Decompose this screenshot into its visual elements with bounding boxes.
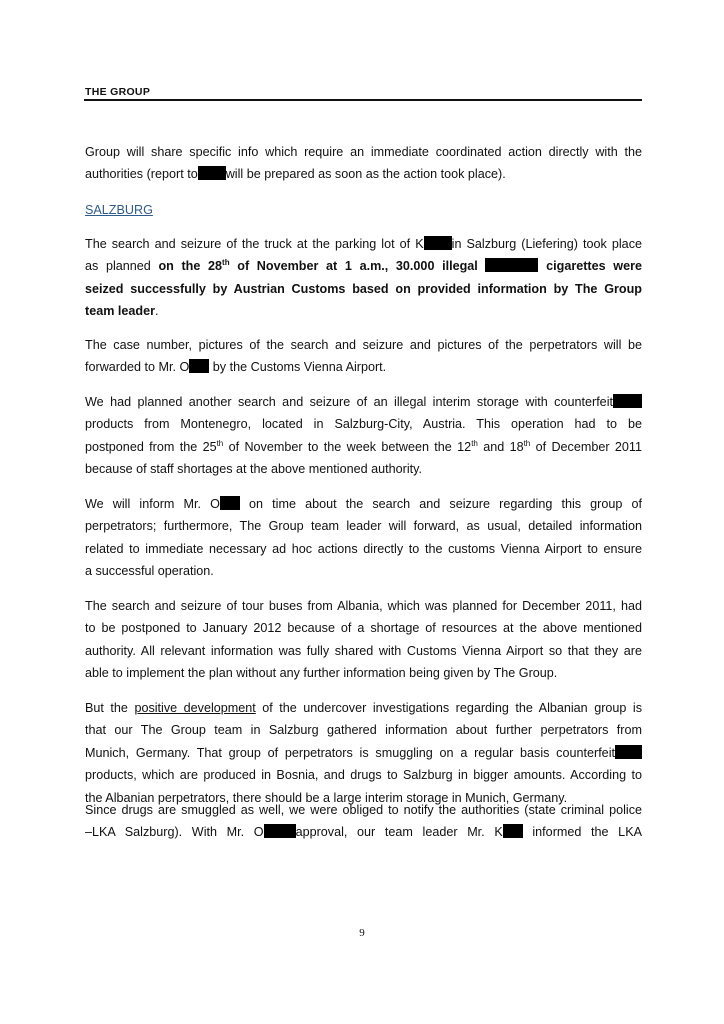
text-run: .: [155, 304, 159, 319]
text-run: We had planned another search and seizure of an illegal interim storage with counterfeit: [85, 395, 613, 409]
redaction-box: [189, 359, 209, 373]
redaction-box: [424, 236, 452, 250]
text-run: because of staff shortages at the above mentioned authority.: [85, 462, 422, 477]
text-run: The search and seizure of tour buses from Albania, which was planned for December 2011, had: [85, 599, 642, 613]
text-run: perpetrators; furthermore, The Group team leader will forward, as usual, detailed information: [85, 519, 642, 534]
text-line: [85, 620, 642, 636]
redaction-box: [264, 824, 296, 838]
text-run: We will inform Mr. O: [85, 497, 220, 511]
text-run: of December 2011: [530, 439, 642, 454]
text-run: the Albanian perpetrators, there should be a large interim storage in Munich, Germany.: [85, 790, 568, 805]
text-line: [85, 461, 642, 477]
text-run: products from Montenegro, located in Salzburg-City, Austria. This operation had to be: [85, 417, 642, 432]
text-line: [85, 144, 642, 160]
text-line: [85, 665, 642, 681]
text-line: [85, 518, 642, 534]
text-run: The search and seizure of the truck at the parking lot of K: [85, 237, 424, 251]
bold-text: of November at 1 a.m., 30.000 illegal: [229, 259, 486, 274]
text-run: of November to the week between the 12: [223, 439, 472, 454]
redaction-box: [485, 258, 538, 272]
text-run: Munich, Germany. That group of perpetrators is smuggling on a regular basis counterfeit: [85, 745, 615, 760]
text-run: on time about the search and seizure regarding this group of: [239, 497, 642, 511]
text-line: [85, 722, 642, 738]
redaction-box: [613, 394, 642, 408]
text-line: [85, 643, 642, 659]
superscript: th: [216, 438, 224, 448]
text-run: products, which are produced in Bosnia, and drugs to Salzburg in bigger amounts. According to: [85, 768, 642, 783]
text-run: informed the LKA: [522, 825, 642, 840]
bold-text: cigarettes were: [538, 259, 642, 274]
text-line: [85, 439, 642, 455]
text-line: [85, 496, 642, 512]
bold-text: seized successfully by Austrian Customs based on provided information by The Group: [85, 281, 642, 296]
text-line: [85, 802, 642, 818]
superscript: th: [523, 438, 531, 448]
bold-superscript: th: [222, 258, 230, 268]
text-run: related to immediate necessary ad hoc actions directly to the customs Vienna Airport to ensure: [85, 541, 642, 556]
text-run: will be prepared as soon as the action took place).: [225, 167, 506, 182]
text-line: [85, 303, 642, 319]
text-line: [85, 700, 642, 716]
page-number: 9: [359, 927, 365, 939]
text-run: able to implement the plan without any further information being given by The Group.: [85, 666, 558, 681]
superscript: th: [471, 438, 478, 448]
text-line: [85, 541, 642, 557]
text-run: –LKA Salzburg). With Mr. O: [85, 825, 264, 840]
redaction-box: [220, 496, 240, 510]
text-run: that our The Group team in Salzburg gathered information about further perpetrators from: [85, 723, 642, 738]
text-run: authority. All relevant information was fully shared with Customs Vienna Airport so that they are: [85, 643, 642, 658]
text-run: But the: [85, 701, 135, 715]
text-run: Group will share specific info which require an immediate coordinated action directly with the: [85, 145, 642, 159]
text-run: The case number, pictures of the search and seizure and pictures of the perpetrators will be: [85, 338, 642, 352]
text-run: a successful operation.: [85, 564, 214, 579]
text-run: by the Customs Vienna Airport.: [209, 360, 387, 375]
text-line: [85, 598, 642, 614]
text-line: [85, 745, 642, 761]
text-run: forwarded to Mr. O: [85, 360, 190, 375]
bold-text: on the 28: [158, 259, 223, 274]
text-line: [85, 394, 642, 410]
redaction-box: [198, 166, 226, 180]
underlined-text: positive development: [134, 701, 256, 715]
text-run: approval, our team leader Mr. K: [295, 825, 503, 840]
text-run: Since drugs are smuggled as well, we were obliged to notify the authorities (state criminal police: [85, 803, 642, 817]
text-line: [85, 824, 642, 840]
text-line: [85, 281, 642, 297]
text-run: in Salzburg (Liefering) took place: [451, 237, 642, 251]
text-line: [85, 337, 642, 353]
text-run: and 18: [477, 439, 524, 454]
bold-text: team leader: [85, 304, 156, 319]
header-rule: [84, 99, 642, 101]
running-header: THE GROUP: [85, 86, 151, 98]
text-line: [85, 166, 642, 182]
text-line: [85, 258, 642, 274]
text-run: authorities (report to: [85, 167, 198, 182]
redaction-box: [615, 745, 642, 759]
text-run: postponed from the 25: [85, 439, 217, 454]
text-line: [85, 416, 642, 432]
text-run: of the undercover investigations regarding the Albanian group is: [255, 701, 642, 715]
text-line: [85, 359, 642, 375]
text-line: [85, 236, 642, 252]
text-line: [85, 563, 642, 579]
redaction-box: [503, 824, 523, 838]
section-heading-salzburg: SALZBURG: [85, 203, 153, 217]
text-run: to be postponed to January 2012 because of a shortage of resources at the above mentioned: [85, 621, 642, 636]
text-run: as planned: [85, 259, 159, 274]
text-line: [85, 767, 642, 783]
